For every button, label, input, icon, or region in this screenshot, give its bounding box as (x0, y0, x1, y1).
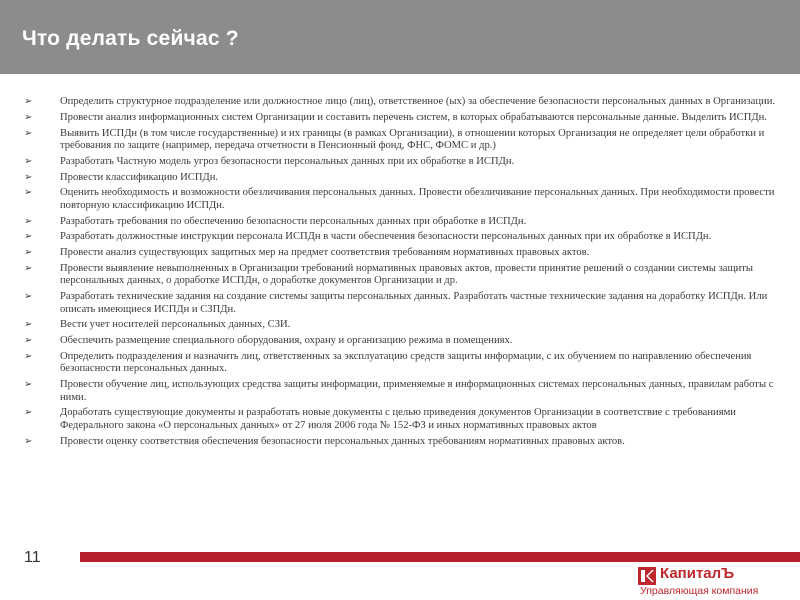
company-logo (638, 565, 788, 599)
logo-subtitle: Управляющая компания (640, 585, 759, 597)
list-item-text: Провести оценку соответствия обеспечения безопасности персональных данных требованиям нормативных правовых актов. (60, 435, 625, 447)
title-bar (0, 0, 800, 74)
bullet-arrow-icon: ➢ (24, 435, 33, 447)
list-item-text: Провести выявление невыполненных в Организации требований нормативных правовых актов, провести принятие решений о создании системы защиты персональных данных, о доработке ИСПДн, о доработке документов Организации и др. (60, 262, 754, 287)
bullet-arrow-icon: ➢ (24, 407, 33, 419)
bullet-arrow-icon: ➢ (24, 350, 33, 362)
list-item-text: Обеспечить размещение специального оборудования, охрану и организацию режима в помещениях. (60, 335, 513, 347)
capital-logo-icon (638, 567, 656, 585)
list-item-text: Оценить необходимость и возможности обезличивания персональных данных. Провести обезличивание персональных данных. При необходимости провести повторную классификацию ИСПДн. (60, 187, 775, 211)
bullet-arrow-icon: ➢ (24, 335, 33, 347)
list-item (22, 231, 784, 243)
list-item-text: Вести учет носителей персональных данных, СЗИ. (60, 319, 291, 331)
list-item (22, 379, 784, 404)
list-item (22, 335, 784, 347)
slide-title: Что делать сейчас ? (22, 27, 239, 50)
list-item-text: Провести классификацию ИСПДн. (60, 171, 219, 183)
bullet-arrow-icon: ➢ (24, 171, 33, 183)
bullet-arrow-icon: ➢ (24, 231, 33, 243)
bullet-arrow-icon: ➢ (24, 319, 33, 331)
list-item (22, 112, 784, 124)
list-item (22, 187, 784, 212)
list-item (22, 351, 784, 376)
logo-name: КапиталЪ (660, 565, 735, 582)
list-item-text: Определить подразделения и назначить лиц, ответственных за эксплуатацию средств защиты информации, с их обучением по направлению обеспечения безопасности персональных данных. (60, 350, 752, 375)
list-item (22, 216, 784, 228)
list-item (22, 291, 784, 316)
bullet-arrow-icon: ➢ (24, 96, 33, 107)
list-item-text: Разработать технические задания на создание системы защиты персональных данных. Разработать частные технические задания на доработку ИСПДн. Или описать имеющиеся ИСПДн и СЗПДн. (60, 291, 768, 315)
list-item-text: Провести обучение лиц, использующих средства защиты информации, применяемые в информационных системах персональных данных, правилам работы с ними. (60, 379, 774, 403)
bullet-arrow-icon: ➢ (24, 262, 33, 274)
list-item-text: Доработать существующие документы и разработать новые документы с целью приведения документов Организации в соответствие с требованиями Федерального закона «О персональных данных» от 27 июля 2006 года № 152-ФЗ и иных нормативных правовых актов (60, 407, 736, 431)
list-item (22, 436, 784, 448)
list-item-text: Разработать должностные инструкции персонала ИСПДн в части обеспечения безопасности персональных данных при их обработке в ИСПДн. (60, 231, 712, 243)
list-item (22, 96, 784, 108)
page-number: 11 (24, 549, 41, 566)
bullet-arrow-icon: ➢ (24, 155, 33, 167)
action-list (22, 96, 784, 451)
list-item-text: Провести анализ существующих защитных мер на предмет соответствия требованиям нормативных правовых актов. (60, 247, 590, 259)
list-item (22, 263, 784, 288)
list-item (22, 128, 784, 153)
list-item (22, 156, 784, 168)
list-item (22, 319, 784, 331)
bullet-arrow-icon: ➢ (24, 379, 33, 391)
list-item-text: Провести анализ информационных систем Организации и составить перечень систем, в которых обрабатываются персональные данные. Выделить ИСПДн. (60, 111, 767, 123)
list-item-text: Выявить ИСПДн (в том числе государственные) и их границы (в рамках Организации), в отношении которых Организация не определяет цели обработки и требования по защите (например, передача отчетности в Пенсионный фонд, ФНС, ФОМС и др.) (60, 127, 765, 151)
bullet-arrow-icon: ➢ (24, 111, 33, 123)
bullet-arrow-icon: ➢ (24, 291, 33, 303)
bullet-arrow-icon: ➢ (24, 127, 33, 139)
list-item (22, 407, 784, 432)
bullet-arrow-icon: ➢ (24, 215, 33, 227)
list-item-text: Разработать требования по обеспечению безопасности персональных данных при обработке в ИСПДн. (60, 215, 527, 227)
bullet-arrow-icon: ➢ (24, 247, 33, 259)
bullet-arrow-icon: ➢ (24, 187, 33, 199)
list-item-text: Определить структурное подразделение или должностное лицо (лиц), ответственное (ых) за обеспечение безопасности персональных данных в Организации. (60, 96, 776, 107)
list-item-text: Разработать Частную модель угроз безопасности персональных данных при их обработке в ИСПДн. (60, 155, 515, 167)
footer-red-bar (80, 552, 800, 562)
list-item (22, 172, 784, 184)
list-item (22, 247, 784, 259)
